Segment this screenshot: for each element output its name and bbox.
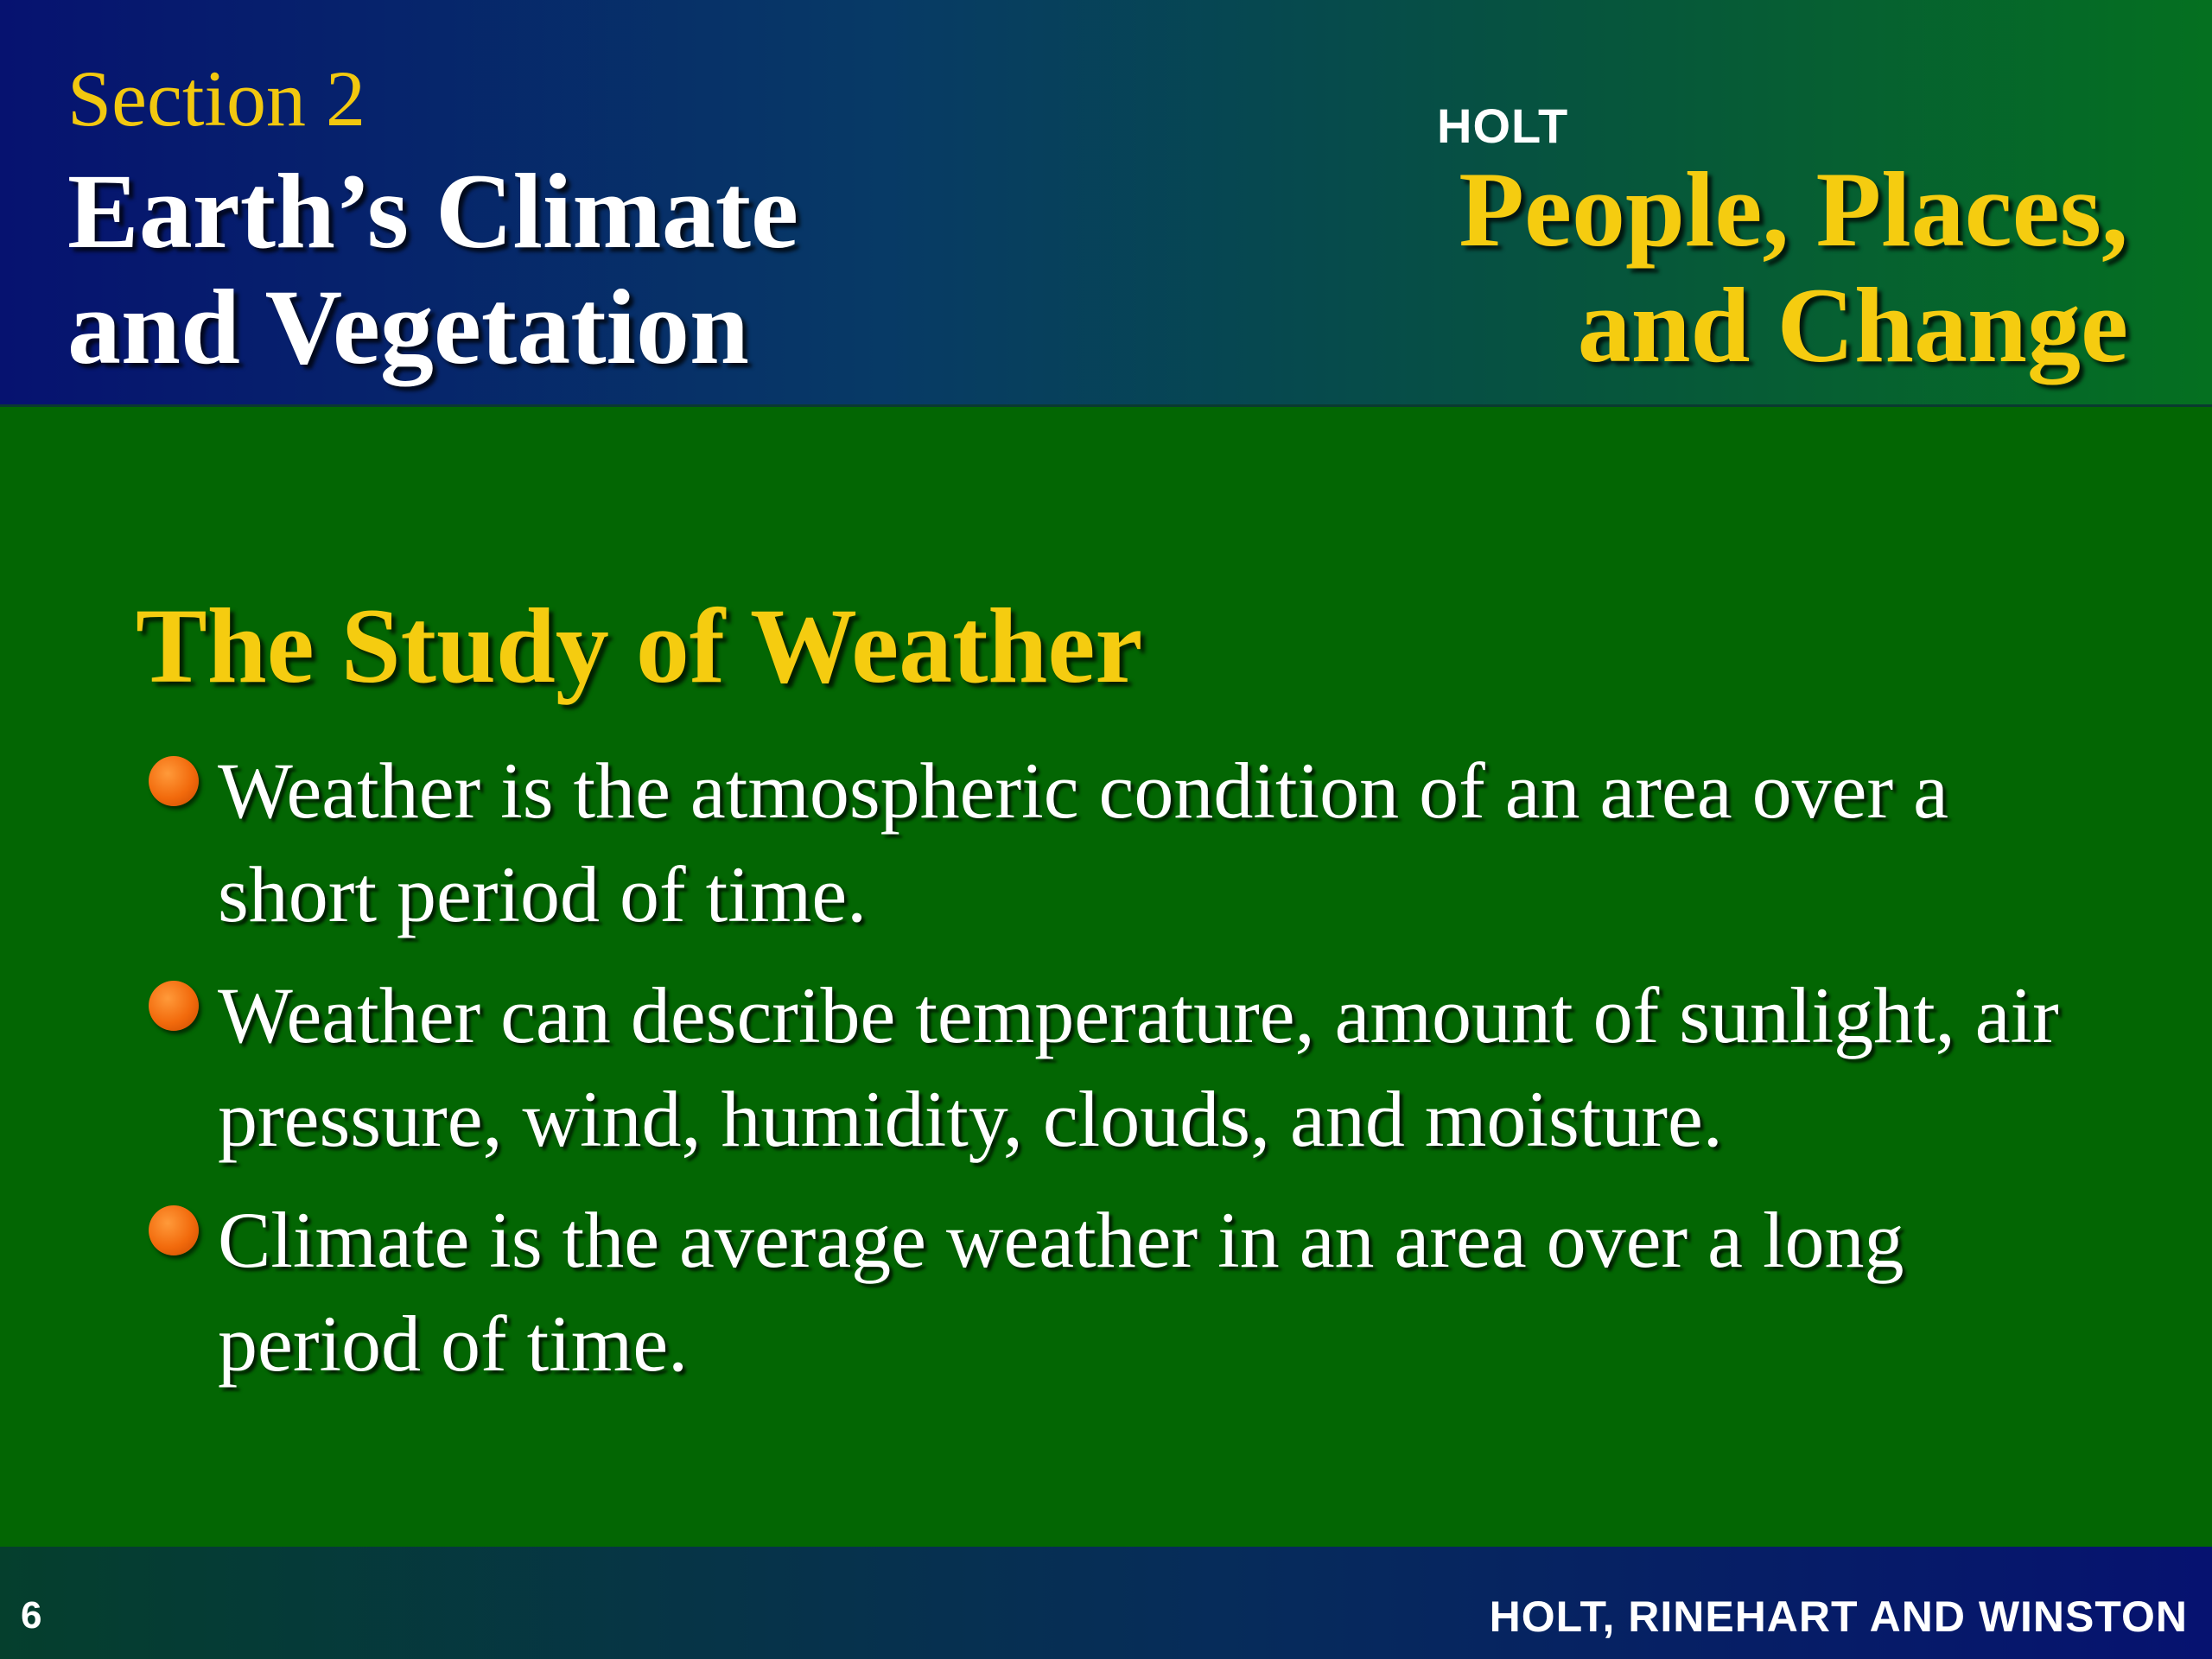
publisher-name: HOLT, RINEHART AND WINSTON	[1489, 1592, 2188, 1641]
brand-publisher-logo: HOLT	[1437, 99, 1569, 153]
slide-footer	[0, 1547, 2212, 1659]
bullet-text: Weather can describe temperature, amount of sunlight, air pressure, wind, humidity, clouds, and moisture.	[218, 971, 2059, 1163]
bullet-list	[145, 739, 2089, 1413]
bullet-text: Climate is the average weather in an area over a long period of time.	[218, 1196, 1904, 1388]
section-title-line1: Earth’s Climate	[67, 152, 799, 270]
content-heading: The Study of Weather	[136, 587, 1143, 705]
section-title-line2: and Vegetation	[67, 268, 749, 386]
bullet-item	[145, 963, 2089, 1171]
brand-title-line1: People, Places,	[1459, 150, 2128, 269]
bullet-dot-icon	[149, 981, 199, 1031]
bullet-text: Weather is the atmospheric condition of an area over a short period of time.	[218, 747, 1948, 938]
slide-header	[0, 0, 2212, 407]
bullet-item	[145, 1188, 2089, 1395]
bullet-dot-icon	[149, 1205, 199, 1255]
bullet-dot-icon	[149, 756, 199, 806]
bullet-item	[145, 739, 2089, 946]
section-label: Section 2	[67, 54, 365, 143]
slide-number: 6	[21, 1594, 42, 1637]
brand-title	[1459, 152, 2128, 384]
brand-title-line2: and Change	[1577, 266, 2128, 385]
section-title	[67, 154, 798, 385]
